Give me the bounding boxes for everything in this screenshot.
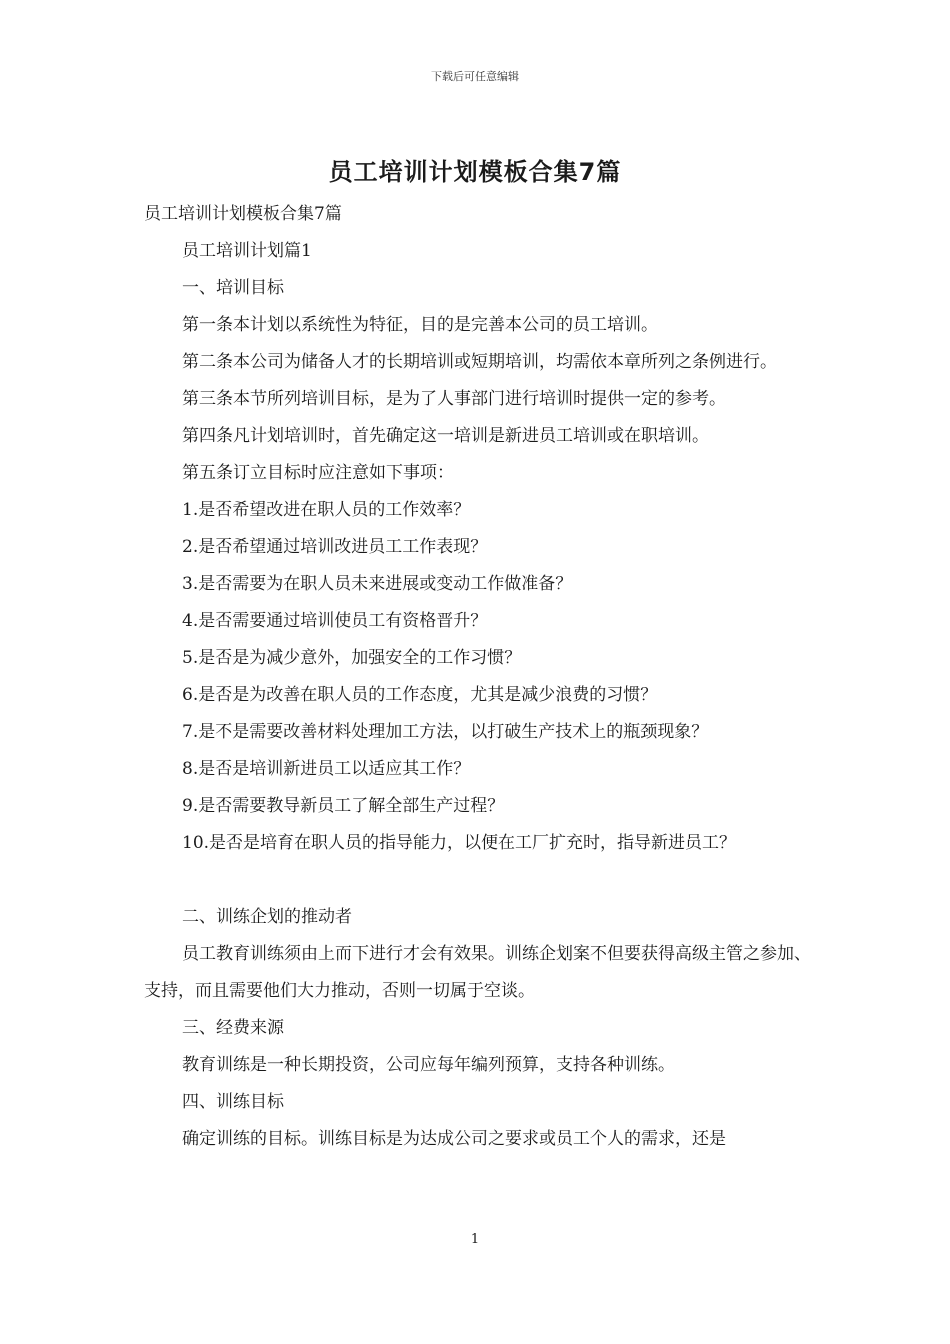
article-5: 第五条订立目标时应注意如下事项： [182, 463, 454, 483]
list-item: 2.是否希望通过培训改进员工工作表现？ [182, 537, 488, 557]
document-body [144, 196, 812, 1158]
list-item: 6.是否是为改善在职人员的工作态度，尤其是减少浪费的习惯？ [182, 685, 658, 705]
heading-training-objectives: 四、训练目标 [182, 1092, 284, 1112]
article-2: 第二条本公司为储备人才的长期培训或短期培训，均需依本章所列之条例进行。 [182, 352, 777, 372]
list-item: 8.是否是培训新进员工以适应其工作？ [182, 759, 471, 779]
subtitle-line: 员工培训计划模板合集7篇 [144, 204, 342, 224]
heading-training-goals: 一、培训目标 [182, 278, 284, 298]
blank-line [144, 862, 812, 899]
article-1: 第一条本计划以系统性为特征，目的是完善本公司的员工培训。 [182, 315, 658, 335]
list-item: 4.是否需要通过培训使员工有资格晋升？ [182, 611, 488, 631]
section-heading: 员工培训计划篇1 [182, 241, 312, 261]
article-4: 第四条凡计划培训时，首先确定这一培训是新进员工培训或在职培训。 [182, 426, 709, 446]
article-3: 第三条本节所列培训目标，是为了人事部门进行培训时提供一定的参考。 [182, 389, 726, 409]
heading-funding: 三、经费来源 [182, 1018, 284, 1038]
objectives-paragraph: 确定训练的目标。训练目标是为达成公司之要求或员工个人的需求，还是 [182, 1129, 726, 1149]
heading-promoters: 二、训练企划的推动者 [182, 907, 352, 927]
list-item: 10.是否是培育在职人员的指导能力，以便在工厂扩充时，指导新进员工？ [182, 833, 737, 853]
list-item: 9.是否需要教导新员工了解全部生产过程？ [182, 796, 505, 816]
list-item: 5.是否是为减少意外，加强安全的工作习惯？ [182, 648, 522, 668]
document-title: 员工培训计划模板合集7篇 [328, 158, 622, 186]
list-item: 7.是不是需要改善材料处理加工方法，以打破生产技术上的瓶颈现象？ [182, 722, 709, 742]
page-number: 1 [470, 1232, 480, 1247]
header-note: 下载后可任意编辑 [431, 70, 519, 83]
list-item: 3.是否需要为在职人员未来进展或变动工作做准备？ [182, 574, 573, 594]
funding-paragraph: 教育训练是一种长期投资，公司应每年编列预算，支持各种训练。 [182, 1055, 675, 1075]
list-item: 1.是否希望改进在职人员的工作效率？ [182, 500, 471, 520]
promoters-paragraph: 员工教育训练须由上而下进行才会有效果。训练企划案不但要获得高级主管之参加、支持，而且需要他们大力推动，否则一切属于空谈。 [144, 944, 811, 1001]
